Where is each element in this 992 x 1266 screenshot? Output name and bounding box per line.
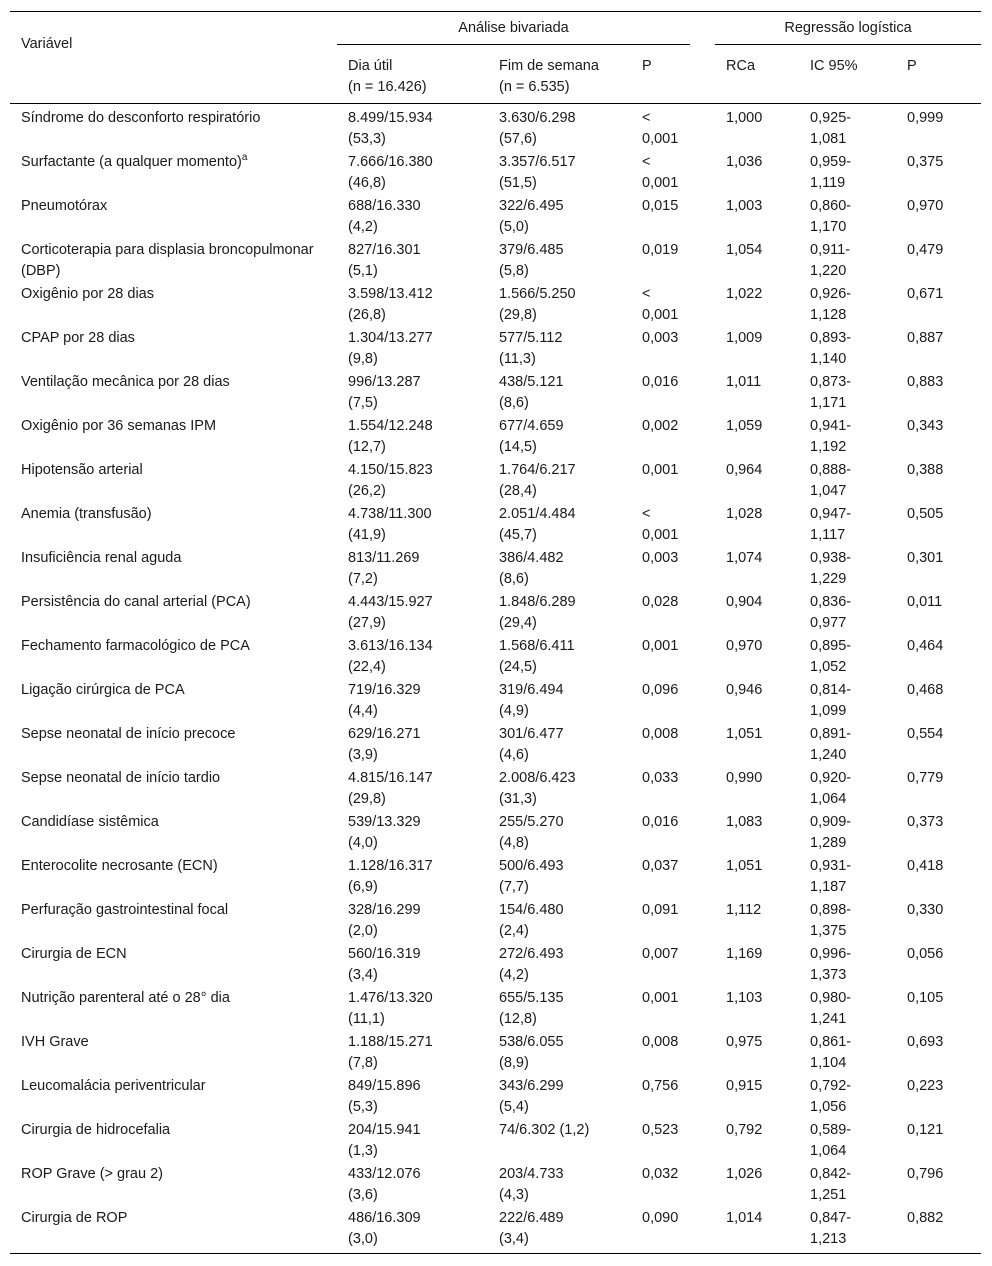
cell-ic95: 0,842- 1,251 <box>810 1166 852 1203</box>
cell-weekday: 813/11.269 (7,2) <box>348 550 420 587</box>
cell-p-logistic: 0,343 <box>907 418 944 434</box>
cell-weekday: 328/16.299 (2,0) <box>348 902 421 939</box>
cell-ic95: 0,895- 1,052 <box>810 638 852 675</box>
cell-ic95: 0,959- 1,119 <box>810 154 852 191</box>
cell-variable <box>10 1163 337 1207</box>
cell-p-bivariate: 0,015 <box>642 198 679 214</box>
cell-weekend: 203/4.733 (4,3) <box>499 1166 564 1203</box>
cell-rca: 0,904 <box>726 594 763 610</box>
cell-p-bivariate: 0,096 <box>642 682 679 698</box>
cell-variable <box>10 767 337 811</box>
cell-variable <box>10 723 337 767</box>
table-row <box>10 239 981 283</box>
cell-p-bivariate: 0,037 <box>642 858 679 874</box>
cell-p-logistic: 0,056 <box>907 946 944 962</box>
cell-variable <box>10 371 337 415</box>
cell-variable <box>10 855 337 899</box>
cell-weekend: 379/6.485 (5,8) <box>499 242 564 279</box>
variable-label: Enterocolite necrosante (ECN) <box>21 858 218 874</box>
cell-weekend: 74/6.302 (1,2) <box>499 1122 590 1138</box>
cell-weekend: 301/6.477 (4,6) <box>499 726 564 763</box>
cell-p-logistic: 0,887 <box>907 330 944 346</box>
cell-ic95: 0,941- 1,192 <box>810 418 852 455</box>
cell-variable <box>10 503 337 547</box>
table-row <box>10 591 981 635</box>
variable-label: Sepse neonatal de início tardio <box>21 770 221 786</box>
cell-rca: 1,074 <box>726 550 763 566</box>
cell-weekday: 1.188/15.271 (7,8) <box>348 1034 433 1071</box>
cell-p-bivariate: < 0,001 <box>642 286 679 323</box>
cell-weekday: 629/16.271 (3,9) <box>348 726 421 763</box>
variable-label: Corticoterapia para displasia broncopulmonar (DBP) <box>21 242 314 279</box>
cell-rca: 1,054 <box>726 242 763 258</box>
variable-label: CPAP por 28 dias <box>21 330 135 346</box>
variable-label: Oxigênio por 28 dias <box>21 286 154 302</box>
variable-label: Hipotensão arterial <box>21 462 143 478</box>
col-header-p-logistic: P <box>896 50 981 104</box>
cell-weekend: 1.568/6.411 (24,5) <box>499 638 575 675</box>
cell-variable <box>10 1075 337 1119</box>
col-header-rca: RCa <box>715 50 799 104</box>
col-header-weekend: Fim de semana (n = 6.535) <box>488 50 631 104</box>
table-row <box>10 943 981 987</box>
cell-p-bivariate: < 0,001 <box>642 506 679 543</box>
cell-rca: 1,036 <box>726 154 763 170</box>
cell-p-bivariate: 0,523 <box>642 1122 679 1138</box>
cell-variable <box>10 679 337 723</box>
cell-weekend: 2.008/6.423 (31,3) <box>499 770 576 807</box>
cell-variable <box>10 104 337 152</box>
table-row <box>10 1119 981 1163</box>
cell-ic95: 0,920- 1,064 <box>810 770 852 807</box>
cell-rca: 0,946 <box>726 682 763 698</box>
group-logistic-label: Regressão logística <box>784 20 912 36</box>
table-row <box>10 1163 981 1207</box>
cell-rca: 1,028 <box>726 506 763 522</box>
cell-ic95: 0,873- 1,171 <box>810 374 852 411</box>
cell-variable <box>10 635 337 679</box>
cell-rca: 0,990 <box>726 770 763 786</box>
table-row <box>10 547 981 591</box>
cell-weekend: 319/6.494 (4,9) <box>499 682 564 719</box>
footnote-marker: a <box>241 152 248 164</box>
cell-weekend: 154/6.480 (2,4) <box>499 902 564 939</box>
cell-weekend: 3.630/6.298 (57,6) <box>499 110 576 147</box>
cell-variable <box>10 899 337 943</box>
cell-variable <box>10 1119 337 1163</box>
cell-p-bivariate: 0,002 <box>642 418 679 434</box>
cell-p-bivariate: < 0,001 <box>642 154 679 191</box>
table-row <box>10 855 981 899</box>
cell-p-logistic: 0,505 <box>907 506 944 522</box>
cell-rca: 1,112 <box>726 902 762 918</box>
cell-ic95: 0,814- 1,099 <box>810 682 852 719</box>
cell-variable <box>10 415 337 459</box>
cell-rca: 1,083 <box>726 814 763 830</box>
table-row <box>10 503 981 547</box>
cell-variable <box>10 943 337 987</box>
cell-weekend: 1.566/5.250 (29,8) <box>499 286 576 323</box>
cell-weekday: 4.815/16.147 (29,8) <box>348 770 433 807</box>
cell-weekend: 438/5.121 (8,6) <box>499 374 564 411</box>
cell-ic95: 0,792- 1,056 <box>810 1078 852 1115</box>
cell-weekday: 1.304/13.277 (9,8) <box>348 330 433 367</box>
cell-p-logistic: 0,301 <box>907 550 944 566</box>
cell-weekend: 222/6.489 (3,4) <box>488 1207 631 1254</box>
table-row <box>10 811 981 855</box>
table-row <box>10 899 981 943</box>
cell-ic95: 0,888- 1,047 <box>810 462 852 499</box>
cell-ic95: 0,996- 1,373 <box>810 946 852 983</box>
cell-rca: 1,103 <box>726 990 763 1006</box>
cell-p-logistic: 0,418 <box>907 858 944 874</box>
variable-label: Fechamento farmacológico de PCA <box>21 638 250 654</box>
cell-weekday: 827/16.301 (5,1) <box>348 242 421 279</box>
cell-weekend: 538/6.055 (8,9) <box>499 1034 564 1071</box>
cell-p-bivariate: 0,032 <box>642 1166 679 1182</box>
cell-weekend: 2.051/4.484 (45,7) <box>499 506 576 543</box>
cell-p-bivariate: 0,091 <box>642 902 679 918</box>
cell-weekend: 577/5.112 (11,3) <box>499 330 563 367</box>
cell-weekend: 3.357/6.517 (51,5) <box>499 154 576 191</box>
variable-label: Nutrição parenteral até o 28° dia <box>21 990 230 1006</box>
cell-weekday: 8.499/15.934 (53,3) <box>348 110 433 147</box>
cell-p-logistic: 0,779 <box>907 770 944 786</box>
cell-variable <box>10 239 337 283</box>
variable-label: Cirurgia de ECN <box>21 946 127 962</box>
cell-rca: 1,169 <box>726 946 763 962</box>
cell-rca: 1,014 <box>715 1207 799 1254</box>
cell-p-logistic: 0,388 <box>907 462 944 478</box>
cell-variable <box>10 1031 337 1075</box>
cell-ic95: 0,836- 0,977 <box>810 594 852 631</box>
cell-weekend: 1.764/6.217 (28,4) <box>499 462 576 499</box>
cell-ic95: 0,925- 1,081 <box>810 110 852 147</box>
cell-p-bivariate: < 0,001 <box>642 110 679 147</box>
variable-label: Anemia (transfusão) <box>21 506 152 522</box>
cell-p-logistic: 0,464 <box>907 638 944 654</box>
cell-rca: 1,003 <box>726 198 763 214</box>
cell-p-logistic: 0,671 <box>907 286 944 302</box>
cell-weekday: 3.598/13.412 (26,8) <box>348 286 433 323</box>
table-row <box>10 1031 981 1075</box>
cell-weekday: 1.128/16.317 (6,9) <box>348 858 433 895</box>
cell-weekday: 4.150/15.823 (26,2) <box>348 462 433 499</box>
cell-p-logistic: 0,970 <box>907 198 944 214</box>
table-row <box>10 679 981 723</box>
cell-weekday: 996/13.287 (7,5) <box>348 374 421 411</box>
cell-p-logistic: 0,121 <box>907 1122 944 1138</box>
col-header-variable: Variável <box>10 28 337 82</box>
cell-rca: 0,792 <box>726 1122 763 1138</box>
cell-ic95: 0,926- 1,128 <box>810 286 852 323</box>
cell-variable <box>10 811 337 855</box>
cell-rca: 1,051 <box>726 726 763 742</box>
cell-rca: 1,009 <box>726 330 763 346</box>
cell-p-bivariate: 0,003 <box>642 330 679 346</box>
cell-weekday: 1.476/13.320 (11,1) <box>348 990 433 1027</box>
cell-p-bivariate: 0,001 <box>642 462 679 478</box>
variable-label: Leucomalácia periventricular <box>21 1078 206 1094</box>
variable-label: Oxigênio por 36 semanas IPM <box>21 418 217 434</box>
cell-ic95: 0,980- 1,241 <box>810 990 852 1027</box>
cell-weekday: 7.666/16.380 (46,8) <box>348 154 433 191</box>
cell-p-logistic: 0,375 <box>907 154 944 170</box>
cell-p-bivariate: 0,016 <box>642 814 679 830</box>
table-row <box>10 283 981 327</box>
cell-ic95: 0,847- 1,213 <box>799 1207 896 1254</box>
variable-label: Ligação cirúrgica de PCA <box>21 682 185 698</box>
cell-ic95: 0,909- 1,289 <box>810 814 852 851</box>
variable-label: Cirurgia de hidrocefalia <box>21 1122 171 1138</box>
variable-label: Ventilação mecânica por 28 dias <box>21 374 230 390</box>
variable-label: Cirurgia de ROP <box>21 1210 128 1226</box>
cell-weekday: 4.443/15.927 (27,9) <box>348 594 433 631</box>
cell-p-bivariate: 0,090 <box>631 1207 715 1254</box>
cell-variable <box>10 459 337 503</box>
cell-rca: 0,975 <box>726 1034 763 1050</box>
cell-weekday: 486/16.309 (3,0) <box>337 1207 488 1254</box>
cell-ic95: 0,947- 1,117 <box>810 506 852 543</box>
cell-weekday: 539/13.329 (4,0) <box>348 814 421 851</box>
cell-p-logistic: 0,479 <box>907 242 944 258</box>
table-row <box>10 987 981 1031</box>
cell-rca: 1,051 <box>726 858 763 874</box>
cell-weekend: 500/6.493 (7,7) <box>499 858 564 895</box>
cell-ic95: 0,891- 1,240 <box>810 726 852 763</box>
cell-p-bivariate: 0,001 <box>642 990 679 1006</box>
cell-p-logistic: 0,105 <box>907 990 944 1006</box>
cell-p-bivariate: 0,007 <box>642 946 679 962</box>
cell-weekend: 655/5.135 (12,8) <box>499 990 564 1027</box>
cell-p-logistic: 0,011 <box>907 594 943 610</box>
cell-variable <box>10 547 337 591</box>
results-table <box>10 11 981 1254</box>
table-row <box>10 104 981 152</box>
col-header-p-bivariate: P <box>631 50 715 104</box>
table-row <box>10 371 981 415</box>
cell-ic95: 0,931- 1,187 <box>810 858 852 895</box>
cell-variable <box>10 283 337 327</box>
cell-p-logistic: 0,223 <box>907 1078 944 1094</box>
table-row <box>10 151 981 195</box>
table-row <box>10 1207 981 1254</box>
table-row <box>10 723 981 767</box>
cell-p-bivariate: 0,016 <box>642 374 679 390</box>
variable-label: Sepse neonatal de início precoce <box>21 726 236 742</box>
cell-weekend: 677/4.659 (14,5) <box>499 418 564 455</box>
table-row <box>10 1075 981 1119</box>
col-header-ic95: IC 95% <box>799 50 896 104</box>
cell-rca: 1,011 <box>726 374 762 390</box>
cell-p-bivariate: 0,756 <box>642 1078 679 1094</box>
cell-ic95: 0,938- 1,229 <box>810 550 852 587</box>
table-row <box>10 195 981 239</box>
cell-rca: 1,059 <box>726 418 763 434</box>
cell-p-logistic: 0,554 <box>907 726 944 742</box>
cell-p-bivariate: 0,001 <box>642 638 679 654</box>
variable-label: Síndrome do desconforto respiratório <box>21 110 261 126</box>
cell-ic95: 0,589- 1,064 <box>810 1122 852 1159</box>
cell-p-bivariate: 0,008 <box>642 1034 679 1050</box>
cell-ic95: 0,911- 1,220 <box>810 242 851 279</box>
variable-label: Persistência do canal arterial (PCA) <box>21 594 251 610</box>
cell-ic95: 0,893- 1,140 <box>810 330 852 367</box>
cell-rca: 0,964 <box>726 462 763 478</box>
cell-p-logistic: 0,373 <box>907 814 944 830</box>
cell-ic95: 0,898- 1,375 <box>810 902 852 939</box>
col-header-weekday: Dia útil (n = 16.426) <box>337 50 488 104</box>
cell-variable <box>10 195 337 239</box>
cell-rca: 1,022 <box>726 286 763 302</box>
cell-rca: 1,026 <box>726 1166 763 1182</box>
cell-rca: 0,915 <box>726 1078 763 1094</box>
table-row <box>10 767 981 811</box>
variable-label: Surfactante (a qualquer momento) <box>21 154 242 170</box>
cell-weekend: 343/6.299 (5,4) <box>499 1078 564 1115</box>
cell-p-logistic: 0,883 <box>907 374 944 390</box>
cell-ic95: 0,860- 1,170 <box>810 198 852 235</box>
cell-ic95: 0,861- 1,104 <box>810 1034 852 1071</box>
cell-variable <box>10 987 337 1031</box>
cell-p-logistic: 0,882 <box>896 1207 981 1254</box>
cell-variable <box>10 327 337 371</box>
cell-p-logistic: 0,468 <box>907 682 944 698</box>
cell-weekday: 688/16.330 (4,2) <box>348 198 421 235</box>
variable-label: Perfuração gastrointestinal focal <box>21 902 229 918</box>
cell-variable <box>10 591 337 635</box>
cell-weekend: 255/5.270 (4,8) <box>499 814 564 851</box>
table-row <box>10 415 981 459</box>
cell-p-bivariate: 0,003 <box>642 550 679 566</box>
cell-weekend: 272/6.493 (4,2) <box>499 946 564 983</box>
cell-weekday: 204/15.941 (1,3) <box>348 1122 421 1159</box>
cell-p-bivariate: 0,028 <box>642 594 679 610</box>
cell-p-logistic: 0,999 <box>907 110 944 126</box>
cell-weekend: 1.848/6.289 (29,4) <box>499 594 576 631</box>
variable-label: Pneumotórax <box>21 198 108 214</box>
table-body <box>10 104 981 1254</box>
cell-p-bivariate: 0,019 <box>642 242 679 258</box>
cell-p-logistic: 0,693 <box>907 1034 944 1050</box>
cell-weekend: 322/6.495 (5,0) <box>499 198 564 235</box>
group-bivariate-label: Análise bivariada <box>458 20 569 36</box>
cell-weekday: 560/16.319 (3,4) <box>348 946 421 983</box>
cell-weekday: 433/12.076 (3,6) <box>348 1166 421 1203</box>
cell-weekday: 1.554/12.248 (12,7) <box>348 418 433 455</box>
cell-p-logistic: 0,330 <box>907 902 944 918</box>
cell-weekday: 719/16.329 (4,4) <box>348 682 421 719</box>
cell-p-bivariate: 0,008 <box>642 726 679 742</box>
table-row <box>10 635 981 679</box>
variable-label: IVH Grave <box>21 1034 89 1050</box>
variable-label: Candidíase sistêmica <box>21 814 159 830</box>
cell-variable <box>10 151 337 195</box>
cell-p-logistic: 0,796 <box>907 1166 944 1182</box>
cell-weekday: 3.613/16.134 (22,4) <box>348 638 433 675</box>
table-header <box>10 12 981 104</box>
cell-variable <box>10 1207 337 1254</box>
variable-label: Insuficiência renal aguda <box>21 550 182 566</box>
cell-rca: 0,970 <box>726 638 763 654</box>
table-row <box>10 459 981 503</box>
cell-p-bivariate: 0,033 <box>642 770 679 786</box>
table-row <box>10 327 981 371</box>
variable-label: ROP Grave (> grau 2) <box>21 1166 163 1182</box>
results-table-container <box>10 11 981 1254</box>
cell-rca: 1,000 <box>726 110 763 126</box>
cell-weekday: 4.738/11.300 (41,9) <box>348 506 432 543</box>
cell-weekday: 849/15.896 (5,3) <box>348 1078 421 1115</box>
cell-weekend: 386/4.482 (8,6) <box>499 550 564 587</box>
